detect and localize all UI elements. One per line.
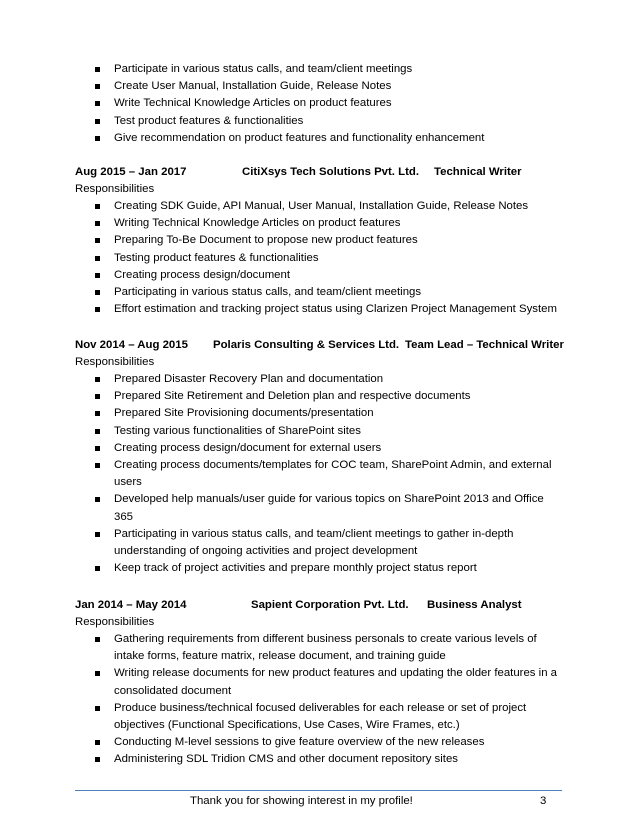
job-company: Sapient Corporation Pvt. Ltd. xyxy=(251,599,409,611)
responsibilities-label: Responsibilities xyxy=(75,183,155,195)
list-item: Creating process documents/templates for COC team, SharePoint Admin, and external users xyxy=(75,457,565,491)
bullet-square-icon xyxy=(95,463,100,468)
footer-text: Thank you for showing interest in my profile! xyxy=(190,795,413,807)
job-role: Business Analyst xyxy=(427,599,522,611)
bullet-square-icon xyxy=(95,101,100,106)
bullet-square-icon xyxy=(95,394,100,399)
list-item: Creating SDK Guide, API Manual, User Manual, Installation Guide, Release Notes xyxy=(75,198,565,215)
list-item: Prepared Site Provisioning documents/presentation xyxy=(75,405,565,422)
list-item: Produce business/technical focused deliverables for each release or set of project objectives (Functional Specifications, Use Cases, Wire Frames, etc.) xyxy=(75,700,565,734)
list-item: Gathering requirements from different business personals to create various levels of intake forms, feature matrix, release document, and training guide xyxy=(75,631,565,665)
list-item: Creating process design/document for external users xyxy=(75,440,565,457)
bullet-square-icon xyxy=(95,637,100,642)
list-item: Participate in various status calls, and team/client meetings xyxy=(75,61,565,78)
list-item: Developed help manuals/user guide for various topics on SharePoint 2013 and Office 365 xyxy=(75,491,565,525)
bullet-square-icon xyxy=(95,84,100,89)
bullet-square-icon xyxy=(95,446,100,451)
bullet-square-icon xyxy=(95,221,100,226)
list-item: Participating in various status calls, and team/client meetings xyxy=(75,284,565,301)
bullet-square-icon xyxy=(95,566,100,571)
intro-section xyxy=(75,61,565,147)
bullet-square-icon xyxy=(95,290,100,295)
job-section-citixsys xyxy=(75,164,565,318)
bullet-square-icon xyxy=(95,429,100,434)
job-section-polaris xyxy=(75,337,565,577)
job-role: Team Lead – Technical Writer xyxy=(405,339,564,351)
list-item: Administering SDL Tridion CMS and other document repository sites xyxy=(75,751,565,768)
list-item: Participating in various status calls, and team/client meetings to gather in-depth understanding of ongoing activities and project development xyxy=(75,526,565,560)
bullet-square-icon xyxy=(95,377,100,382)
job-company: Polaris Consulting & Services Ltd. xyxy=(213,339,400,351)
job-dates: Nov 2014 – Aug 2015 xyxy=(75,339,188,351)
list-item: Give recommendation on product features and functionality enhancement xyxy=(75,130,565,147)
job-header xyxy=(75,597,565,614)
list-item: Keep track of project activities and prepare monthly project status report xyxy=(75,560,565,577)
list-item: Write Technical Knowledge Articles on product features xyxy=(75,95,565,112)
bullet-square-icon xyxy=(95,204,100,209)
list-item: Conducting M-level sessions to give feature overview of the new releases xyxy=(75,734,565,751)
job-dates: Jan 2014 – May 2014 xyxy=(75,599,187,611)
list-item: Testing product features & functionalities xyxy=(75,250,565,267)
job-bullet-list xyxy=(75,198,565,318)
list-item: Creating process design/document xyxy=(75,267,565,284)
list-item: Create User Manual, Installation Guide, Release Notes xyxy=(75,78,565,95)
bullet-square-icon xyxy=(95,671,100,676)
bullet-square-icon xyxy=(95,532,100,537)
bullet-square-icon xyxy=(95,497,100,502)
job-section-sapient xyxy=(75,597,565,769)
list-item: Writing Technical Knowledge Articles on product features xyxy=(75,215,565,232)
list-item: Writing release documents for new product features and updating the older features in a consolidated document xyxy=(75,665,565,699)
bullet-square-icon xyxy=(95,307,100,312)
intro-bullet-list xyxy=(75,61,565,147)
bullet-square-icon xyxy=(95,757,100,762)
bullet-square-icon xyxy=(95,740,100,745)
list-item: Prepared Disaster Recovery Plan and documentation xyxy=(75,371,565,388)
job-role: Technical Writer xyxy=(434,166,522,178)
responsibilities-label: Responsibilities xyxy=(75,356,155,368)
job-header xyxy=(75,337,565,354)
list-item: Test product features & functionalities xyxy=(75,113,565,130)
bullet-square-icon xyxy=(95,706,100,711)
job-dates: Aug 2015 – Jan 2017 xyxy=(75,166,187,178)
job-header xyxy=(75,164,565,181)
list-item: Effort estimation and tracking project status using Clarizen Project Management System xyxy=(75,301,565,318)
job-company: CitiXsys Tech Solutions Pvt. Ltd. xyxy=(242,166,419,178)
footer-divider xyxy=(75,790,562,791)
list-item: Preparing To-Be Document to propose new product features xyxy=(75,232,565,249)
bullet-square-icon xyxy=(95,136,100,141)
bullet-square-icon xyxy=(95,119,100,124)
bullet-square-icon xyxy=(95,67,100,72)
bullet-square-icon xyxy=(95,238,100,243)
page-number: 3 xyxy=(540,795,547,807)
responsibilities-label: Responsibilities xyxy=(75,616,155,628)
list-item: Prepared Site Retirement and Deletion plan and respective documents xyxy=(75,388,565,405)
bullet-square-icon xyxy=(95,411,100,416)
job-bullet-list xyxy=(75,631,565,769)
bullet-square-icon xyxy=(95,273,100,278)
bullet-square-icon xyxy=(95,256,100,261)
list-item: Testing various functionalities of SharePoint sites xyxy=(75,423,565,440)
job-bullet-list xyxy=(75,371,565,577)
